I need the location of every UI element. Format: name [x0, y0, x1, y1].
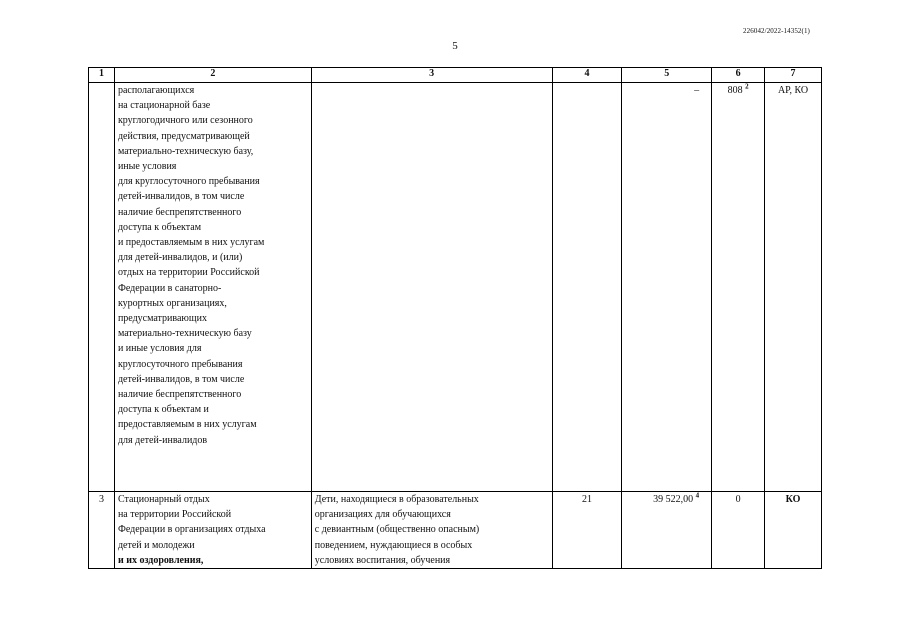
service-line: материально-техническую базу, [117, 145, 254, 157]
service-line: курортных организациях, [117, 297, 227, 309]
service-line: для детей-инвалидов, и (или) [117, 252, 243, 264]
column-5-value [622, 492, 712, 569]
column-header-5: 5 [622, 68, 712, 83]
page-number: 5 [452, 40, 458, 52]
column-header-3: 3 [311, 68, 552, 83]
column-5-number: 39 522,00 [653, 494, 694, 505]
service-description [114, 83, 311, 492]
category-line: условиях воспитания, обучения [314, 554, 451, 566]
column-4-value: 21 [552, 492, 622, 569]
service-line: и иные условия для [117, 343, 202, 355]
service-line: для детей-инвалидов [117, 434, 208, 446]
table-header-row [89, 68, 822, 83]
document-id: 226042/2022-14352(1) [743, 27, 810, 35]
service-line: располагающихся [117, 85, 195, 96]
column-header-4: 4 [552, 68, 622, 83]
services-table [88, 67, 822, 569]
row-number [89, 83, 115, 492]
service-line: иные условия [117, 161, 177, 173]
service-line: детей и молодежи [117, 539, 195, 551]
service-line: круглосуточного пребывания [117, 358, 243, 370]
service-line: доступа к объектам и [117, 404, 209, 416]
column-4-value [552, 83, 622, 492]
service-line: круглогодичного или сезонного [117, 115, 253, 127]
recipient-category [311, 83, 552, 492]
service-line: предоставляемым в них услугам [117, 419, 257, 431]
service-line: на стационарной базе [117, 100, 211, 112]
service-line: материально-техническую базу [117, 328, 252, 340]
service-description [114, 492, 311, 569]
service-line: Федерации в организациях отдыха [117, 524, 266, 536]
table-row [89, 492, 822, 569]
footnote-mark: 4 [695, 491, 700, 500]
recipient-category [311, 492, 552, 569]
category-line: организациях для обучающихся [314, 509, 451, 521]
service-line: наличие беспрепятственного [117, 389, 242, 401]
row-number: 3 [89, 492, 115, 569]
table-row [89, 83, 822, 492]
service-line: Стационарный отдых [117, 494, 210, 505]
service-line: наличие беспрепятственного [117, 206, 242, 218]
service-line: доступа к объектам [117, 221, 202, 233]
category-line: поведением, нуждающиеся в особых [314, 539, 473, 551]
service-line: детей-инвалидов, в том числе [117, 191, 245, 203]
column-7-value: КО [765, 492, 822, 569]
service-line: для круглосуточного пребывания [117, 176, 260, 188]
column-header-6: 6 [712, 68, 765, 83]
service-line: Федерации в санаторно- [117, 282, 222, 294]
column-6-value: 0 [712, 492, 765, 569]
column-header-1: 1 [89, 68, 115, 83]
column-header-7: 7 [765, 68, 822, 83]
column-5-value: – [622, 83, 712, 492]
column-6-value [712, 83, 765, 492]
category-line: с девиантным (общественно опасным) [314, 524, 480, 536]
service-line-bold: и их оздоровления, [117, 554, 204, 566]
column-header-2: 2 [114, 68, 311, 83]
category-line: Дети, находящиеся в образовательных [314, 494, 479, 505]
service-line: детей-инвалидов, в том числе [117, 373, 245, 385]
service-line: отдых на территории Российской [117, 267, 260, 279]
column-6-number: 808 [727, 85, 743, 96]
service-line: действия, предусматривающей [117, 130, 250, 142]
service-line: на территории Российской [117, 509, 232, 521]
service-line: предусматривающих [117, 313, 207, 325]
footnote-mark: 2 [745, 82, 749, 91]
service-line: и предоставляемым в них услугам [117, 237, 265, 249]
column-7-value: АР, КО [765, 83, 822, 492]
